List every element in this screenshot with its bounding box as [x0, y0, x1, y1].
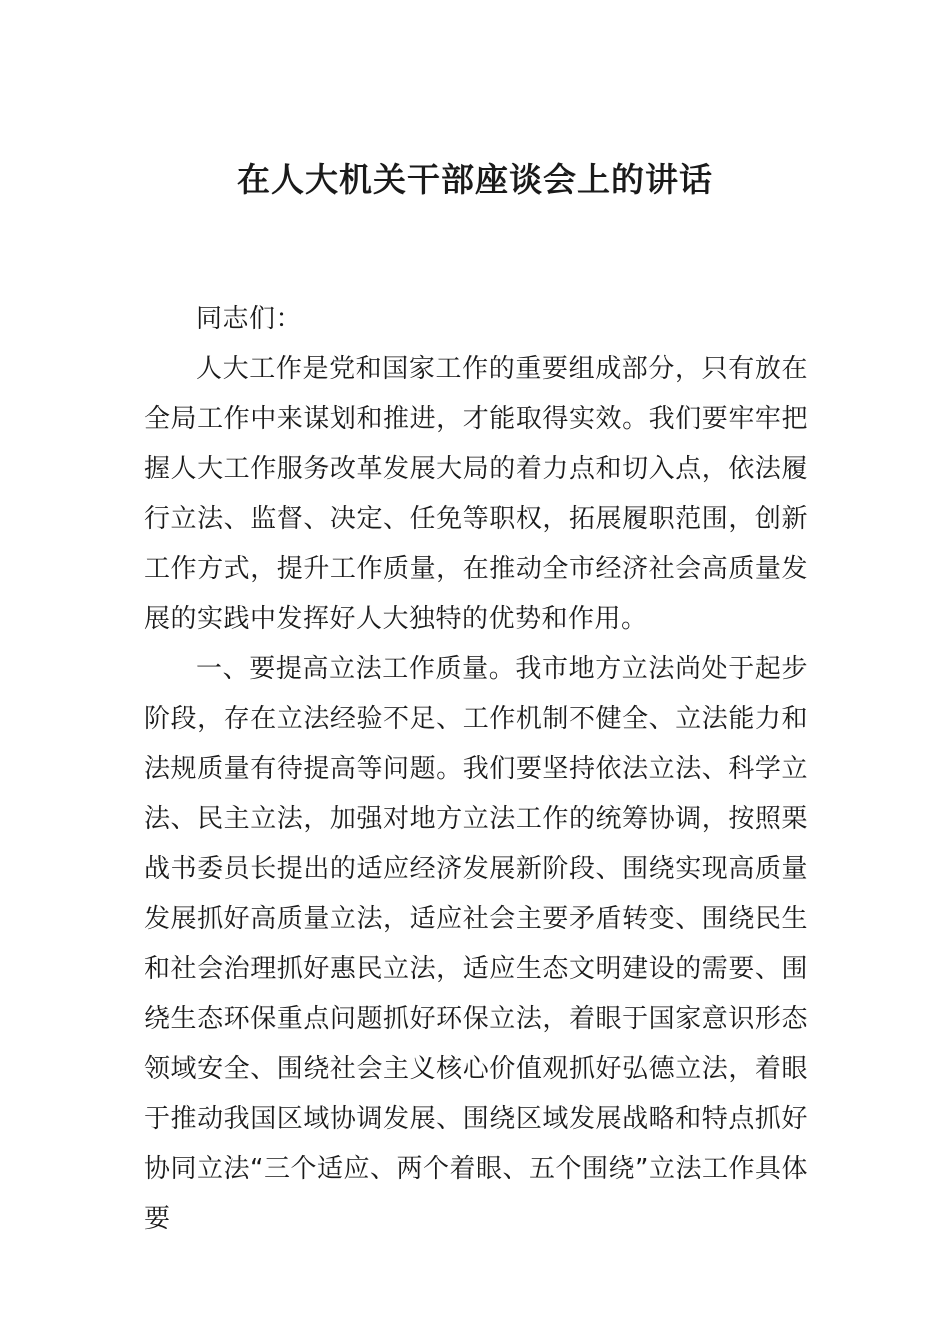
document-title: 在人大机关干部座谈会上的讲话 [237, 160, 713, 199]
salutation: 同志们： [196, 304, 303, 334]
paragraph-intro: 人大工作是党和国家工作的重要组成部分，只有放在全局工作中来谋划和推进，才能取得实效。我们要牢牢把握人大工作服务改革发展大局的着力点和切入点，依法履行立法、监督、决定、任免等职权，拓展履职范围，创新工作方式，提升工作质量，在推动全市经济社会高质量发展的实践中发挥好人大独特的优势和作用。 [144, 354, 808, 634]
document-body [144, 294, 808, 1244]
paragraph-legislation: 一、要提高立法工作质量。我市地方立法尚处于起步阶段，存在立法经验不足、工作机制不健全、立法能力和法规质量有待提高等问题。我们要坚持依法立法、科学立法、民主立法，加强对地方立法工作的统筹协调，按照栗战书委员长提出的适应经济发展新阶段、围绕实现高质量发展抓好高质量立法，适应社会主要矛盾转变、围绕民生和社会治理抓好惠民立法，适应生态文明建设的需要、围绕生态环保重点问题抓好环保立法，着眼于国家意识形态领域安全、围绕社会主义核心价值观抓好弘德立法，着眼于推动我国区域协调发展、围绕区域发展战略和特点抓好协同立法“三个适应、两个着眼、五个围绕”立法工作具体要 [144, 654, 808, 1234]
